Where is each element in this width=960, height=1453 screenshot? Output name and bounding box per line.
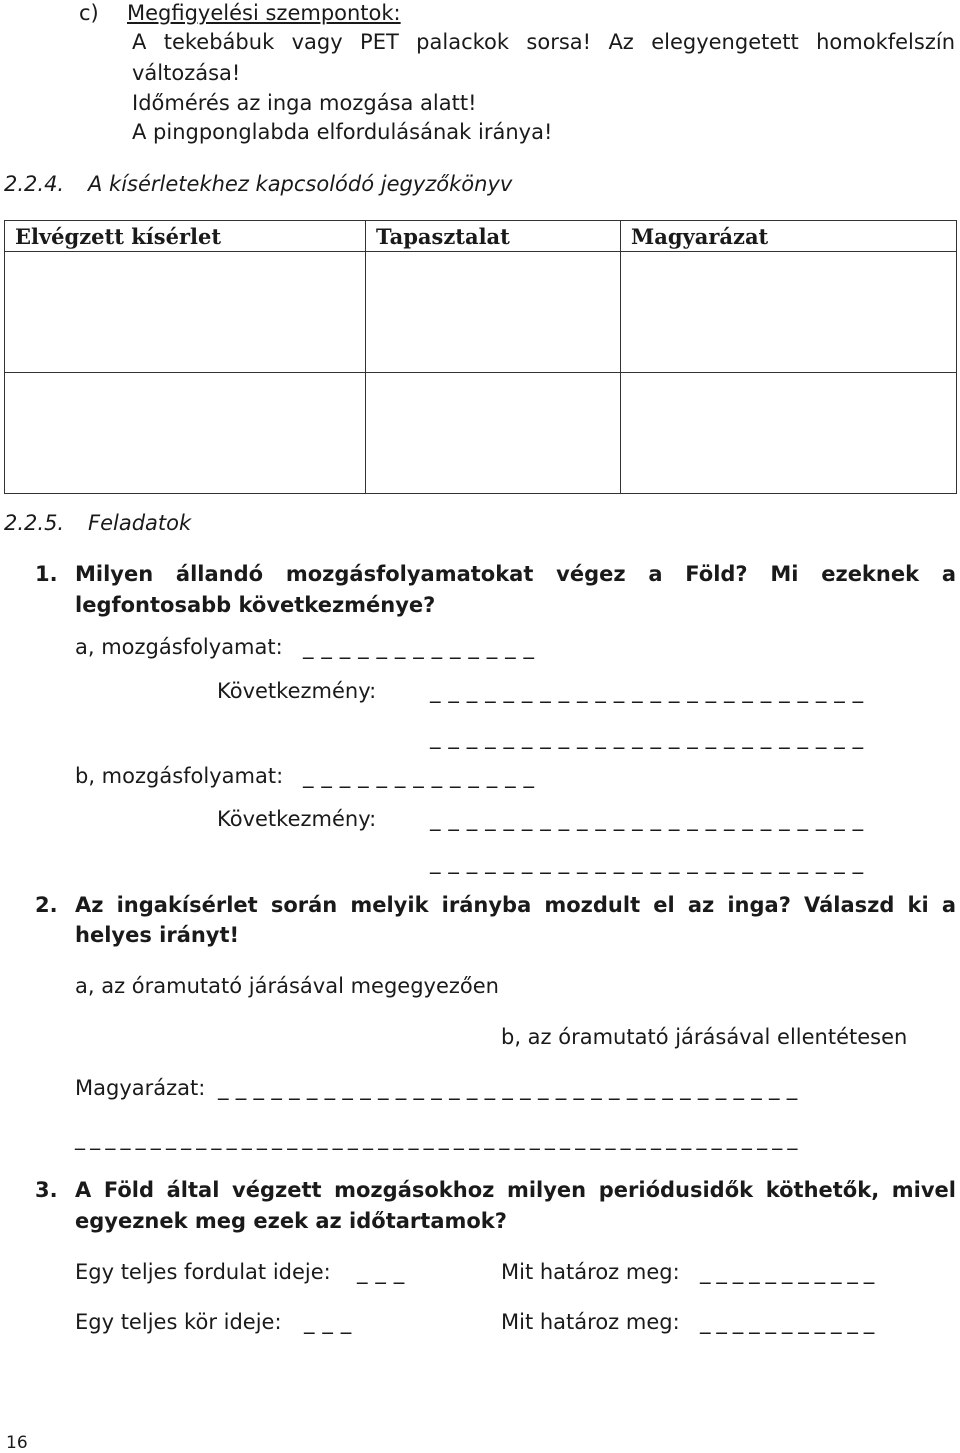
question-2-line-2: helyes irányt! (75, 923, 240, 947)
question-3-line-2: egyeznek meg ezek az időtartamok? (75, 1209, 507, 1233)
q3-revolution-determines-blank[interactable]: _ _ _ _ _ _ _ _ _ _ _ (700, 1310, 874, 1334)
q3-revolution-label: Egy teljes kör ideje: (75, 1310, 282, 1334)
q2-explanation-blank-2[interactable]: _ _ _ _ _ _ _ _ _ _ _ _ _ _ _ _ _ _ _ _ _ _ _ _ _ _ _ _ _ _ _ _ _ _ _ _ _ _ _ _ _ _ _ _ _ _ _ _ (75, 1126, 797, 1150)
q1-a-blank[interactable]: _ _ _ _ _ _ _ _ _ _ _ _ _ (303, 635, 535, 659)
q3-revolution-determines-label: Mit határoz meg: (501, 1310, 680, 1334)
q2-option-a[interactable]: a, az óramutató járásával megegyezően (75, 974, 499, 998)
table-cell[interactable] (621, 373, 957, 494)
experiment-record-table (4, 220, 957, 494)
q3-rotation-determines-label: Mit határoz meg: (501, 1260, 680, 1284)
table-cell[interactable] (5, 373, 366, 494)
observation-line-1: A tekebábuk vagy PET palackok sorsa! Az elegyengetett homokfelszín (132, 30, 955, 54)
observation-line-3: Időmérés az inga mozgása alatt! (132, 91, 477, 115)
q3-rotation-blank[interactable]: _ _ _ (357, 1260, 405, 1284)
q1-b-consequence-blank-1[interactable]: _ _ _ _ _ _ _ _ _ _ _ _ _ _ _ _ _ _ _ _ _ _ _ _ (430, 807, 864, 831)
section-225-number: 2.2.5. (4, 511, 65, 535)
observation-heading: Megfigyelési szempontok: (127, 1, 401, 25)
observation-line-4: A pingponglabda elfordulásának iránya! (132, 120, 553, 144)
q3-revolution-blank[interactable]: _ _ _ (304, 1310, 352, 1334)
table-header-observation: Tapasztalat (366, 221, 621, 252)
question-2-line-1: Az ingakísérlet során melyik irányba mozdult el az inga? Válaszd ki a (75, 893, 956, 917)
q2-explanation-blank-1[interactable]: _ _ _ _ _ _ _ _ _ _ _ _ _ _ _ _ _ _ _ _ _ _ _ _ _ _ _ _ _ _ _ _ _ (218, 1076, 798, 1100)
q1-b-label: b, mozgásfolyamat: (75, 764, 284, 788)
section-224-title: A kísérletekhez kapcsolódó jegyzőkönyv (88, 172, 513, 196)
section-224-number: 2.2.4. (4, 172, 65, 196)
q1-a-consequence-label: Következmény: (217, 679, 377, 703)
table-cell[interactable] (366, 373, 621, 494)
q1-a-consequence-blank-1[interactable]: _ _ _ _ _ _ _ _ _ _ _ _ _ _ _ _ _ _ _ _ _ _ _ _ (430, 679, 864, 703)
q1-b-blank[interactable]: _ _ _ _ _ _ _ _ _ _ _ _ _ (303, 764, 535, 788)
q3-rotation-label: Egy teljes fordulat ideje: (75, 1260, 331, 1284)
question-2-number: 2. (35, 893, 58, 917)
q1-a-label: a, mozgásfolyamat: (75, 635, 283, 659)
question-1-line-1: Milyen állandó mozgásfolyamatokat végez a Föld? Mi ezeknek a (75, 562, 956, 586)
q1-b-consequence-blank-2[interactable]: _ _ _ _ _ _ _ _ _ _ _ _ _ _ _ _ _ _ _ _ _ _ _ _ (430, 850, 864, 874)
question-3-number: 3. (35, 1178, 58, 1202)
q1-b-consequence-label: Következmény: (217, 807, 377, 831)
page-number: 16 (6, 1433, 28, 1453)
question-3-line-1: A Föld által végzett mozgásokhoz milyen periódusidők köthetők, mivel (75, 1178, 956, 1202)
table-header-experiment: Elvégzett kísérlet (5, 221, 366, 252)
table-cell[interactable] (621, 252, 957, 373)
q2-explanation-label: Magyarázat: (75, 1076, 206, 1100)
observation-line-2: változása! (132, 61, 241, 85)
q1-a-consequence-blank-2[interactable]: _ _ _ _ _ _ _ _ _ _ _ _ _ _ _ _ _ _ _ _ _ _ _ _ (430, 725, 864, 749)
question-1-line-2: legfontosabb következménye? (75, 593, 436, 617)
question-1-number: 1. (35, 562, 58, 586)
section-225-title: Feladatok (88, 511, 192, 535)
table-cell[interactable] (366, 252, 621, 373)
table-header-explanation: Magyarázat (621, 221, 957, 252)
item-label-c: c) (79, 1, 99, 25)
q2-option-b[interactable]: b, az óramutató járásával ellentétesen (501, 1025, 908, 1049)
table-cell[interactable] (5, 252, 366, 373)
q3-rotation-determines-blank[interactable]: _ _ _ _ _ _ _ _ _ _ _ (700, 1260, 874, 1284)
